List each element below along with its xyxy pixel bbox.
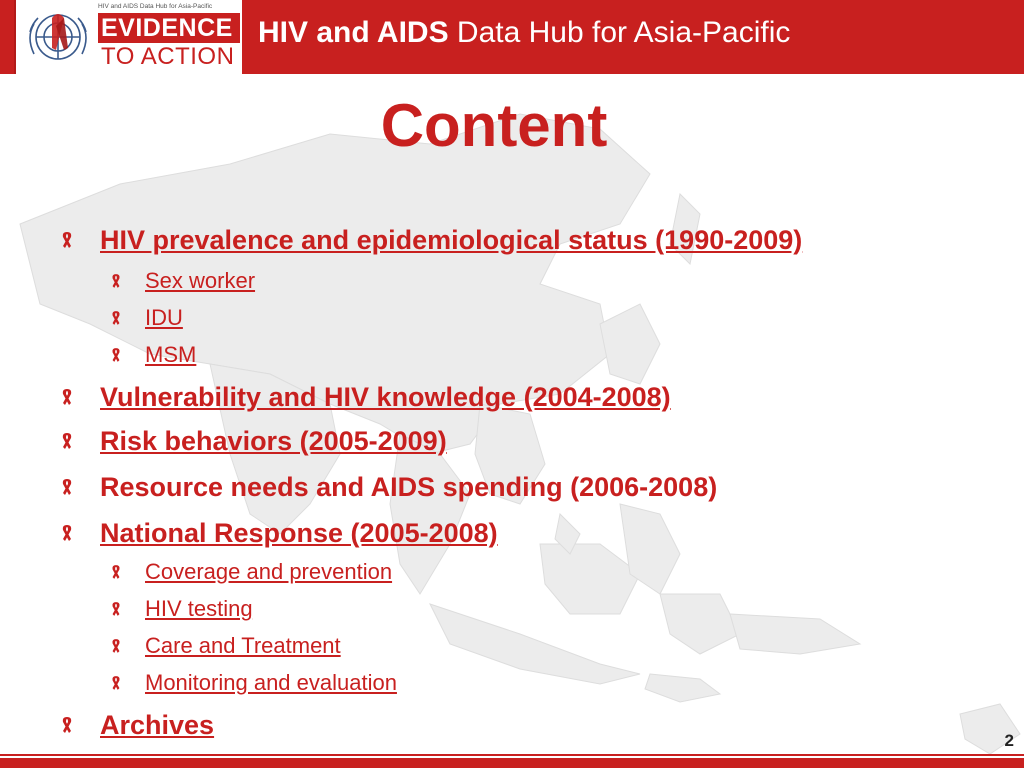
list-item[interactable] (100, 516, 498, 550)
red-ribbon-icon (60, 231, 74, 249)
page-title: Content (380, 92, 608, 159)
list-item[interactable] (145, 558, 392, 586)
logo-to-action-text: TO ACTION (101, 43, 235, 70)
link-vulnerability[interactable]: Vulnerability and HIV knowledge (2004-2008) (100, 382, 671, 412)
red-ribbon-icon (110, 564, 122, 580)
link-risk-behaviors[interactable]: Risk behaviors (2005-2009) (100, 426, 447, 456)
link-care-treatment[interactable]: Care and Treatment (145, 633, 341, 658)
red-ribbon-icon (60, 478, 74, 496)
link-idu[interactable]: IDU (145, 305, 183, 330)
red-ribbon-icon (110, 638, 122, 654)
list-item[interactable] (100, 424, 447, 458)
list-item[interactable] (100, 708, 214, 742)
list-item[interactable] (145, 632, 341, 660)
list-item[interactable] (145, 669, 397, 697)
list-item[interactable] (100, 223, 802, 257)
list-item[interactable] (145, 595, 253, 623)
link-sex-worker[interactable]: Sex worker (145, 268, 256, 293)
link-hiv-prevalence[interactable]: HIV prevalence and epidemiological status (1990-2009) (100, 225, 803, 255)
red-ribbon-icon (60, 388, 74, 406)
red-ribbon-icon (60, 432, 74, 450)
link-coverage-prevention[interactable]: Coverage and prevention (145, 559, 393, 584)
link-monitoring-evaluation[interactable]: Monitoring and evaluation (145, 670, 397, 695)
red-ribbon-icon (110, 347, 122, 363)
link-hiv-testing[interactable]: HIV testing (145, 596, 253, 621)
list-item[interactable] (145, 341, 196, 369)
link-msm[interactable]: MSM (145, 342, 197, 367)
red-ribbon-icon (110, 601, 122, 617)
footer-bar (0, 758, 1024, 768)
red-ribbon-icon (110, 273, 122, 289)
red-ribbon-icon (60, 524, 74, 542)
link-archives[interactable]: Archives (100, 710, 215, 740)
list-item[interactable] (100, 380, 671, 414)
red-ribbon-icon (60, 716, 74, 734)
list-item[interactable] (145, 267, 255, 295)
header-title-rest: Data Hub for Asia-Pacific (448, 16, 791, 49)
resource-needs-text: Resource needs and AIDS spending (2006-2008) (100, 472, 718, 502)
logo-evidence-text: EVIDENCE (98, 13, 240, 43)
logo-tagline: HIV and AIDS Data Hub for Asia-Pacific (98, 3, 213, 10)
red-ribbon-icon (110, 310, 122, 326)
footer-divider (0, 754, 1024, 756)
list-item (100, 470, 717, 504)
red-ribbon-icon (110, 675, 122, 691)
page-number: 2 (1004, 731, 1014, 750)
header-title-bold: HIV and AIDS (258, 16, 449, 49)
link-national-response[interactable]: National Response (2005-2008) (100, 518, 498, 548)
list-item[interactable] (145, 304, 183, 332)
